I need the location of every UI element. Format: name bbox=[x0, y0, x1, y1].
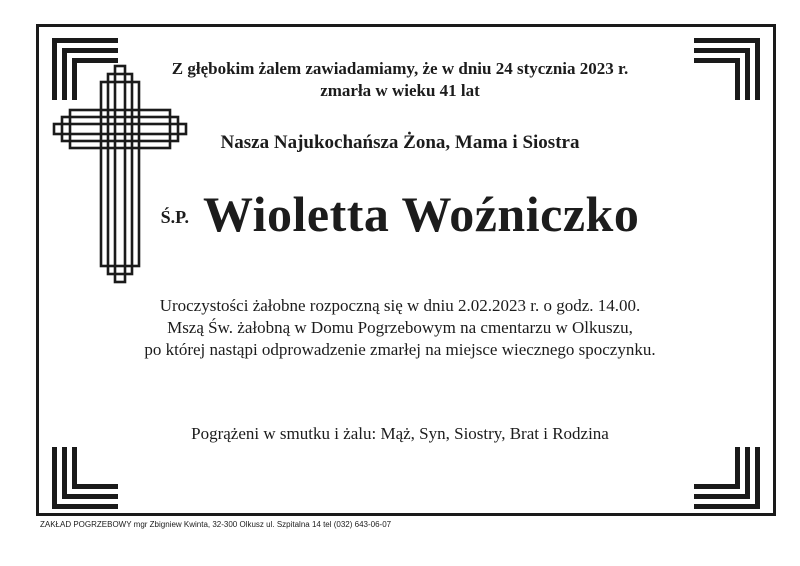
corner-ornament-icon bbox=[690, 443, 760, 509]
sp-prefix: Ś.P. bbox=[160, 207, 190, 227]
ceremony-line: Mszą Św. żałobną w Domu Pogrzebowym na cmentarzu w Olkuszu, bbox=[167, 318, 633, 337]
mourners-line: Pogrążeni w smutku i żalu: Mąż, Syn, Siostry, Brat i Rodzina bbox=[191, 424, 609, 443]
corner-ornament-icon bbox=[52, 443, 122, 509]
ceremony-details bbox=[0, 295, 800, 361]
death-announcement bbox=[0, 58, 800, 102]
ceremony-line: Uroczystości żałobne rozpoczną się w dniu 2.02.2023 r. o godz. 14.00. bbox=[159, 296, 641, 315]
funeral-home-footer: ZAKŁAD POGRZEBOWY mgr Zbigniew Kwinta, 32-300 Olkusz ul. Szpitalna 14 tel (032) 643-06-07 bbox=[40, 520, 392, 529]
announcement-line: zmarła w wieku 41 lat bbox=[320, 81, 480, 100]
relation-line: Nasza Najukochańsza Żona, Mama i Siostra bbox=[220, 132, 580, 153]
deceased-name-row bbox=[0, 185, 800, 243]
ceremony-line: po której nastąpi odprowadzenie zmarłej na miejsce wiecznego spoczynku. bbox=[144, 340, 656, 359]
announcement-line: Z głębokim żalem zawiadamiamy, że w dniu 24 stycznia 2023 r. bbox=[171, 59, 629, 78]
deceased-name: Wioletta Woźniczko bbox=[203, 186, 640, 242]
